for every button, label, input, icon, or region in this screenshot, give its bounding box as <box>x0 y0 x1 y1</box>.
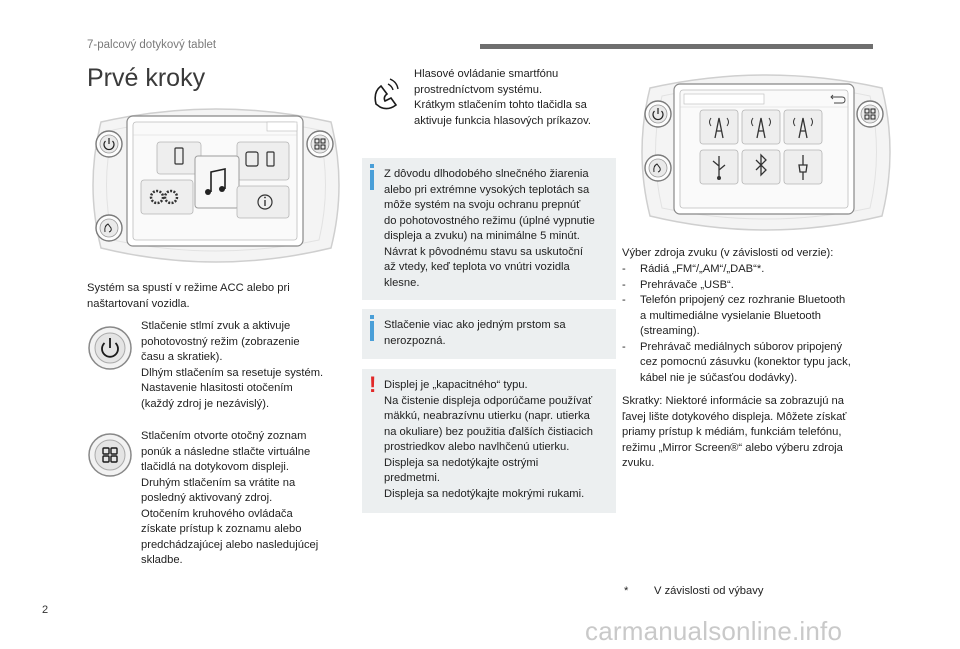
radio-am-tile <box>742 110 780 144</box>
voice-icon <box>366 74 406 119</box>
bluetooth-tile <box>742 150 780 184</box>
power-icon <box>87 325 133 376</box>
warning-box: ! Displej je „kapacitného“ typu. Na čistenie displeja odporúčame používať mäkkú, neabrazívnu utierku (napr. utierka na okuliare) bez použitia ďalších čistiacich prostriedkov alebo navlhčenú utierku. Displeja sa nedotýkajte ostrými predmetmi. Displeja sa nedotýkajte mokrými rukami. <box>362 369 616 513</box>
power-button-text: Stlačenie stlmí zvuk a aktivuje pohotovostný režim (zobrazenie času a skratiek). Dlhým stlačením sa resetuje systém. Nastavenie hlasitosti otočením (každý zdroj je nezávislý). <box>141 320 324 410</box>
header-rule <box>480 44 873 49</box>
mirror-tile <box>237 142 289 180</box>
settings-tile <box>141 180 193 214</box>
page-title: Prvé kroky <box>87 64 206 92</box>
menu-knob <box>857 101 883 127</box>
voice-knob <box>645 155 671 181</box>
voice-knob <box>96 215 122 241</box>
phone-tile <box>157 142 201 174</box>
source-list <box>622 262 851 386</box>
list-item: - Prehrávače „USB“. <box>622 278 734 291</box>
tablet-source-illustration <box>636 66 896 238</box>
jack-tile <box>784 150 822 184</box>
info-box-multitouch: Stlačenie viac ako jedným prstom sa nerozpozná. <box>362 309 616 359</box>
footnote: * V závislosti od výbavy <box>624 585 764 597</box>
power-knob <box>645 101 671 127</box>
menu-button-text: Stlačením otvorte otočný zoznam ponúk a následne stlačte virtuálne tlačidlá na dotykovom displeji. Druhým stlačením sa vrátite na posledný aktivovaný zdroj. Otočením kruhového ovládača získate prístup k zoznamu alebo predchádzajúcej alebo nasledujúcej skladbe. <box>141 430 319 566</box>
watermark: carmanualsonline.info <box>585 616 843 646</box>
tablet-home-illustration <box>87 100 345 270</box>
page-number: 2 <box>42 604 49 616</box>
voice-text: Hlasové ovládanie smartfónu prostredníctvom systému. Krátkym stlačením tohto tlačidla sa aktivuje funkcia hlasových príkazov. <box>414 68 592 127</box>
music-tile <box>195 156 239 208</box>
warning-icon: ! <box>369 372 377 397</box>
intro-text: Systém sa spustí v režime ACC alebo pri naštartovaní vozidla. <box>87 282 290 310</box>
usb-tile <box>700 150 738 184</box>
shortcuts-text: Skratky: Niektoré informácie sa zobrazujú na ľavej lište dotykového displeja. Môžete získať priamy prístup k médiám, funkciám telefónu, režimu „Mirror Screen®“ alebo výberu zdroja zvuku. <box>622 395 847 469</box>
info-box-heat: Z dôvodu dlhodobého slnečného žiarenia alebo pri extrémne vysokých teplotách sa môže systém na svoju ochranu prepnúť do pohotovostného režimu (úplné vypnutie displeja a zvuku) na minimálne 5 minút. Návrat k pôvodnému stavu sa uskutoční až vtedy, keď teplota vo vnútri vozidla klesne. <box>362 158 616 300</box>
list-item: - Telefón pripojený cez rozhranie Bluetooth a multimediálne vysielanie Bluetooth (streaming). <box>622 294 846 337</box>
menu-knob <box>307 131 333 157</box>
radio-dab-tile <box>784 110 822 144</box>
section-title: 7-palcový dotykový tablet <box>87 39 217 51</box>
source-intro: Výber zdroja zvuku (v závislosti od verzie): <box>622 247 834 259</box>
power-knob <box>96 131 122 157</box>
list-item: - Rádiá „FM“/„AM“/„DAB“*. <box>622 263 765 275</box>
info-icon <box>370 164 374 168</box>
menu-grid-icon <box>87 432 133 483</box>
info-icon <box>370 315 374 319</box>
info-tile <box>237 186 289 218</box>
radio-fm-tile <box>700 110 738 144</box>
list-item: - Prehrávač mediálnych súborov pripojený cez pomocnú zásuvku (konektor typu jack, kábel nie je súčasťou dodávky). <box>622 340 851 384</box>
